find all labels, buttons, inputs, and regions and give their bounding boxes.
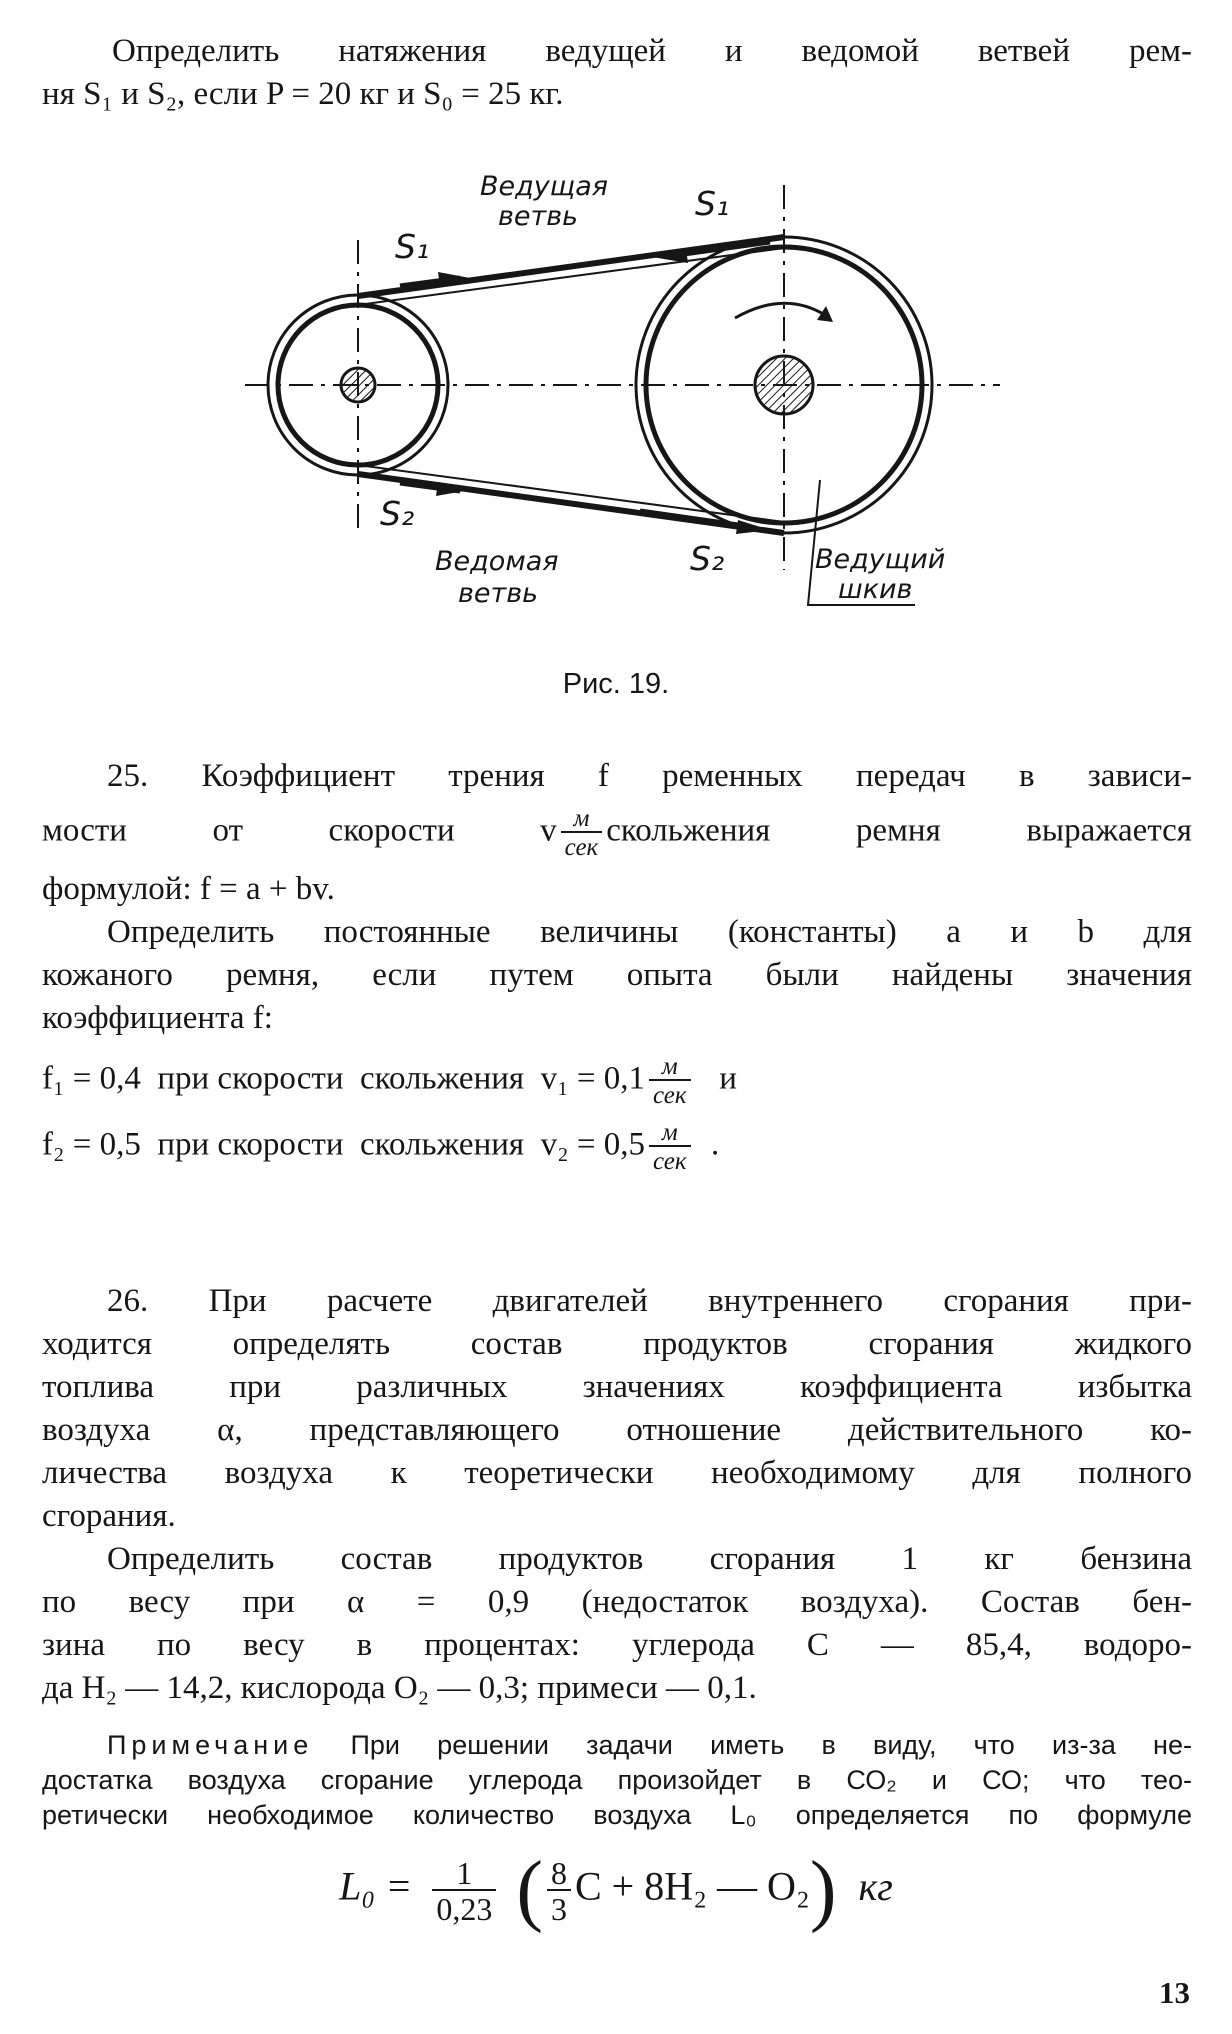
- problem-25-equation-1: f₁ = 0,4 при скорости скольжения v₁ = 0,1 $\frac{м}{\text{сек}}$ и: [42, 1053, 737, 1109]
- problem-25: [42, 755, 1192, 1174]
- label-s1-left: S₁: [395, 227, 430, 266]
- problem-26-line-7: Определить состав продуктов сгорания 1 кг бензина: [107, 1541, 1192, 1577]
- label-driving-branch-2: ветвь: [498, 201, 579, 232]
- figure-caption: Рис. 19.: [562, 668, 670, 700]
- problem-26-line-1: 26. При расчете двигателей внутреннего сгорания при-: [107, 1283, 1192, 1319]
- label-driven-branch-1: Ведомая: [435, 546, 559, 577]
- intro-paragraph: [42, 30, 1192, 116]
- label-s1-right: S₁: [695, 184, 730, 223]
- label-driving-branch-1: Ведущая: [480, 171, 608, 202]
- formula-fraction-1: $\frac{1}{0,23}$: [432, 1857, 496, 1925]
- problem-26-line-3: топлива при различных значениях коэффициента избытка: [42, 1369, 1192, 1405]
- page-number: 13: [1159, 1975, 1190, 2010]
- problem-25-line-4: Определить постоянные величины (константы) a и b для: [107, 914, 1192, 950]
- problem-26-line-8: по весу при α = 0,9 (недостаток воздуха). Состав бен-: [42, 1584, 1192, 1620]
- formula-fraction-2: $\frac{8}{3}$: [547, 1857, 571, 1925]
- label-driven-branch-2: ветвь: [458, 578, 539, 609]
- problem-25-line-5: кожаного ремня, если путем опыта были найдены значения: [42, 957, 1192, 993]
- problem-25-line-3: формулой: f = a + bv.: [42, 871, 335, 907]
- velocity-unit-fraction: $\frac{м}{\text{сек}}$: [561, 806, 603, 860]
- problem-26-line-5: личества воздуха к теоретически необходимому для полного: [42, 1455, 1192, 1491]
- note-paragraph: [42, 1728, 1192, 1833]
- problem-25-equation-2: f₂ = 0,5 при скорости скольжения v₂ = 0,5 $\frac{м}{\text{сек}}$ .: [42, 1119, 720, 1175]
- problem-25-line-6: коэффициента f:: [42, 1000, 273, 1036]
- formula-lhs: L₀ =: [339, 1863, 413, 1909]
- label-s2-left: S₂: [380, 494, 415, 533]
- problem-26-line-9: зина по весу в процентах: углерода С — 85,4, водоро-: [42, 1627, 1192, 1663]
- formula-body: С + 8Н₂ — О₂: [574, 1863, 810, 1909]
- rotation-direction-arrow-icon: [735, 303, 825, 318]
- belt-drive-figure: [0, 150, 1232, 650]
- problem-26: [42, 1280, 1192, 1710]
- problem-26-line-4: воздуха α, представляющего отношение действительного ко-: [42, 1412, 1192, 1448]
- problem-26-line-10: да Н₂ — 14,2, кислорода О₂ — 0,3; примеси — 0,1.: [42, 1670, 757, 1706]
- intro-line-1: Определить натяжения ведущей и ведомой ветвей рем-: [112, 33, 1192, 69]
- label-driving-pulley-2: шкив: [838, 574, 913, 605]
- formula-unit: кг: [858, 1863, 893, 1909]
- intro-line-2: ня S₁ и S₂, если P = 20 кг и S₀ = 25 кг.: [42, 76, 564, 112]
- note-heading: Примечание: [107, 1730, 314, 1760]
- label-s2-right: S₂: [690, 539, 725, 578]
- note-line-1: Примечание При решении задачи иметь в виду, что из-за не-: [107, 1730, 1192, 1760]
- problem-25-line-1: 25. Коэффициент трения f ременных передач в зависи-: [107, 758, 1192, 794]
- note-line-2: достатка воздуха сгорание углерода произойдет в СО₂ и СО; что тео-: [42, 1765, 1192, 1795]
- label-driving-pulley-1: Ведущий: [815, 544, 946, 575]
- problem-25-line-2: мости от скорости v $\frac{м}{\text{сек}}$ скольжения ремня выражается: [42, 805, 1192, 861]
- problem-26-line-2: ходится определять состав продуктов сгорания жидкого: [42, 1326, 1192, 1362]
- air-volume-formula: L₀ = $\frac{1}{0,23}$ ( $\frac{8}{3}$ С + 8Н₂ — О₂) кг: [339, 1846, 893, 1934]
- note-line-3: ретически необходимое количество воздуха L₀ определяется по формуле: [42, 1800, 1192, 1830]
- problem-26-line-6: сгорания.: [42, 1498, 176, 1534]
